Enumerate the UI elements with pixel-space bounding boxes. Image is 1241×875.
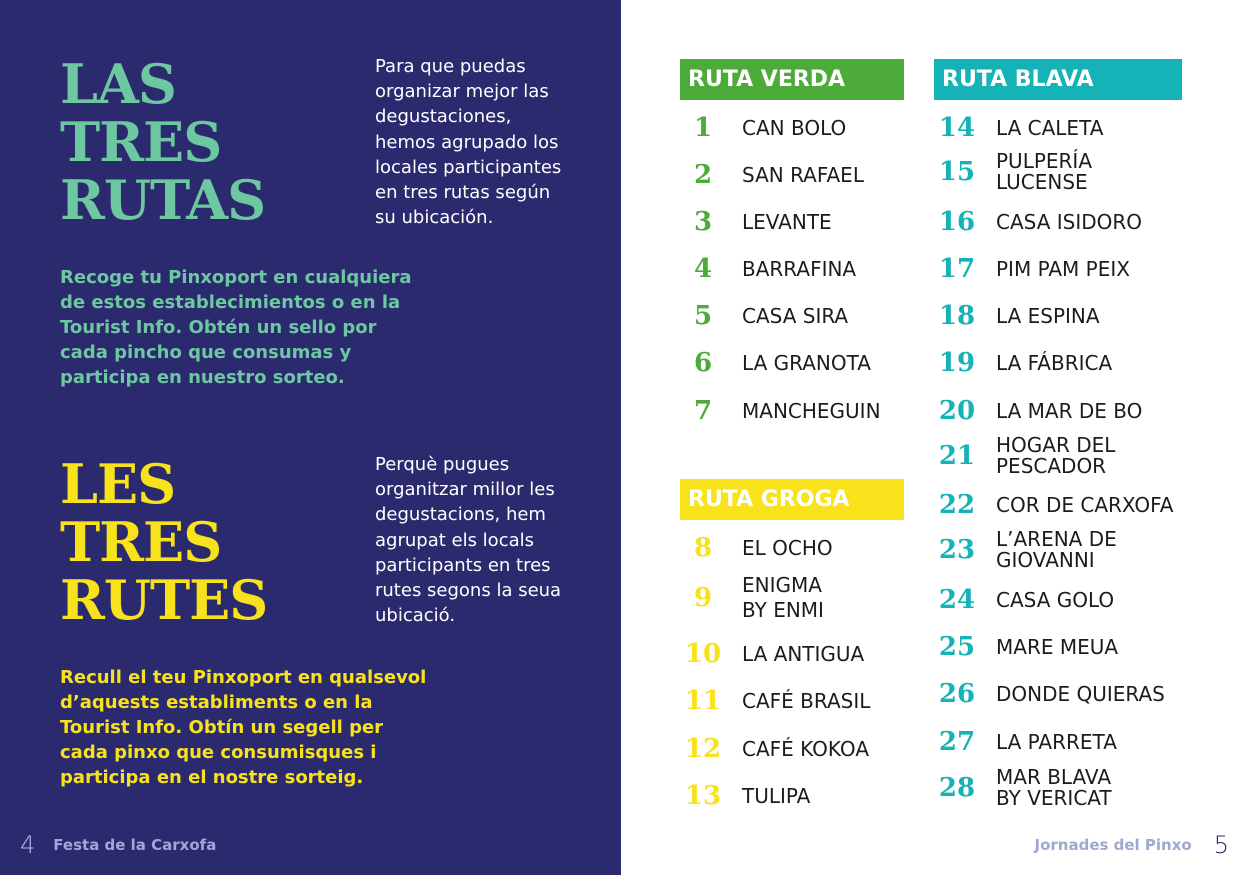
stop-number: 27 (938, 727, 976, 757)
stop-name: MARE MEUA (996, 634, 1119, 659)
page-number-right: 5 (1213, 831, 1229, 859)
va-callout-text: Recull el teu Pinxoport en qualsevol d’aquests establiments o en la Tourist Info. Obtín un segell per cada pinxo que consumisques i participa en el nostre sorteig. (60, 667, 427, 788)
stop-name: COR DE CARXOFA (996, 492, 1174, 517)
route-stop (934, 207, 1142, 237)
stop-name: LA FÁBRICA (996, 350, 1113, 375)
route-stop (934, 254, 1130, 284)
route-groga (680, 479, 904, 811)
stop-number: 4 (693, 254, 713, 284)
stop-name: LEVANTE (742, 209, 832, 234)
stop-name: EL OCHO (742, 535, 833, 560)
stop-name: LA ANTIGUA (742, 641, 865, 666)
es-callout-text: Recoge tu Pinxoport en cualquiera de estos establecimientos o en la Tourist Info. Obtén un sello por cada pincho que consumas y participa en nuestro sorteo. (60, 267, 412, 388)
stop-name: L’ARENA DE GIOVANNI (996, 527, 1117, 572)
stop-name: LA PARRETA (996, 729, 1117, 754)
route-stop (934, 435, 1115, 477)
stop-number: 11 (684, 686, 722, 716)
route-blava-header: RUTA BLAVA (934, 59, 1182, 100)
stop-number: 26 (938, 679, 976, 709)
route-stop (680, 734, 869, 764)
stop-name: CAFÉ BRASIL (742, 688, 871, 713)
stop-name: LA ESPINA (996, 303, 1100, 328)
stop-name: SAN RAFAEL (742, 162, 864, 187)
route-verda-header: RUTA VERDA (680, 59, 904, 100)
stop-name: CASA ISIDORO (996, 209, 1143, 234)
va-title: LES TRES RUTES (60, 452, 268, 632)
stop-name: CAN BOLO (742, 115, 847, 140)
stop-name: LA CALETA (996, 115, 1104, 140)
route-groga-header: RUTA GROGA (680, 479, 904, 520)
route-stop (680, 254, 856, 284)
route-stop (680, 533, 833, 563)
stop-number: 19 (938, 348, 976, 378)
route-stop (680, 686, 870, 716)
route-stop (934, 529, 1117, 571)
route-stop (934, 727, 1117, 757)
stop-number: 20 (938, 396, 976, 426)
stop-number: 5 (693, 301, 713, 331)
stop-name: LA MAR DE BO (996, 398, 1143, 423)
es-title: LAS TRES RUTAS (60, 52, 266, 232)
stop-number: 15 (938, 157, 976, 187)
route-stop (680, 301, 848, 331)
stop-number: 7 (693, 396, 713, 426)
stop-name: MAR BLAVA BY VERICAT (996, 765, 1112, 810)
footer-label-left: Festa de la Carxofa (53, 836, 217, 854)
stop-name: BARRAFINA (742, 256, 857, 281)
stop-name: PULPERÍA LUCENSE (996, 149, 1093, 194)
stop-number: 25 (938, 632, 976, 662)
stop-number: 10 (684, 639, 722, 669)
route-verda (680, 59, 904, 426)
route-stop (934, 490, 1173, 520)
stop-number: 22 (938, 490, 976, 520)
stop-number: 12 (684, 734, 722, 764)
route-stop (934, 767, 1112, 809)
stop-number: 6 (693, 348, 713, 378)
route-stop (680, 396, 881, 426)
stop-number: 13 (684, 781, 722, 811)
footer-label-right: Jornades del Pinxo (1034, 836, 1192, 854)
stop-number: 18 (938, 301, 976, 331)
route-stop (680, 207, 832, 237)
stop-number: 23 (938, 535, 976, 565)
stop-number: 8 (693, 533, 713, 563)
right-footer (1035, 831, 1230, 859)
stop-number: 1 (693, 113, 713, 143)
stop-name: LA GRANOTA (742, 350, 871, 375)
route-stop (934, 632, 1118, 662)
route-stop (934, 585, 1114, 615)
stop-number: 21 (938, 441, 976, 471)
stop-number: 16 (938, 207, 976, 237)
stop-name: ENIGMA BY ENMI (742, 573, 824, 622)
route-stop (680, 160, 864, 190)
stop-number: 14 (938, 113, 976, 143)
route-stop (934, 301, 1100, 331)
page-number-left: 4 (20, 831, 36, 859)
route-stop (934, 113, 1103, 143)
route-stop (680, 113, 846, 143)
stop-name: DONDE QUIERAS (996, 681, 1165, 706)
stop-number: 24 (938, 585, 976, 615)
route-stop (680, 639, 864, 669)
stop-name: CASA GOLO (996, 587, 1115, 612)
route-stop (680, 573, 824, 623)
stop-number: 17 (938, 254, 976, 284)
stop-name: HOGAR DEL PESCADOR (996, 433, 1116, 478)
left-footer (20, 831, 216, 859)
route-stop (934, 396, 1142, 426)
route-stop (934, 151, 1092, 193)
stop-number: 2 (693, 160, 713, 190)
va-intro-text: Perquè pugues organitzar millor les degustacions, hem agrupat els locals participants en tres rutes segons la seua ubicació. (375, 454, 562, 627)
stop-name: PIM PAM PEIX (996, 256, 1130, 281)
route-blava (934, 59, 1182, 810)
stop-name: MANCHEGUIN (742, 398, 881, 423)
stop-number: 3 (693, 207, 713, 237)
route-stop (934, 348, 1112, 378)
stop-name: TULIPA (742, 783, 811, 808)
route-stop (934, 679, 1165, 709)
stop-number: 9 (693, 583, 713, 613)
right-page (621, 0, 1241, 875)
stop-number: 28 (938, 773, 976, 803)
stop-name: CAFÉ KOKOA (742, 736, 870, 761)
es-intro-text: Para que puedas organizar mejor las degustaciones, hemos agrupado los locales participantes en tres rutas según su ubicación. (375, 56, 562, 229)
stop-name: CASA SIRA (742, 303, 849, 328)
route-stop (680, 348, 871, 378)
route-stop (680, 781, 810, 811)
